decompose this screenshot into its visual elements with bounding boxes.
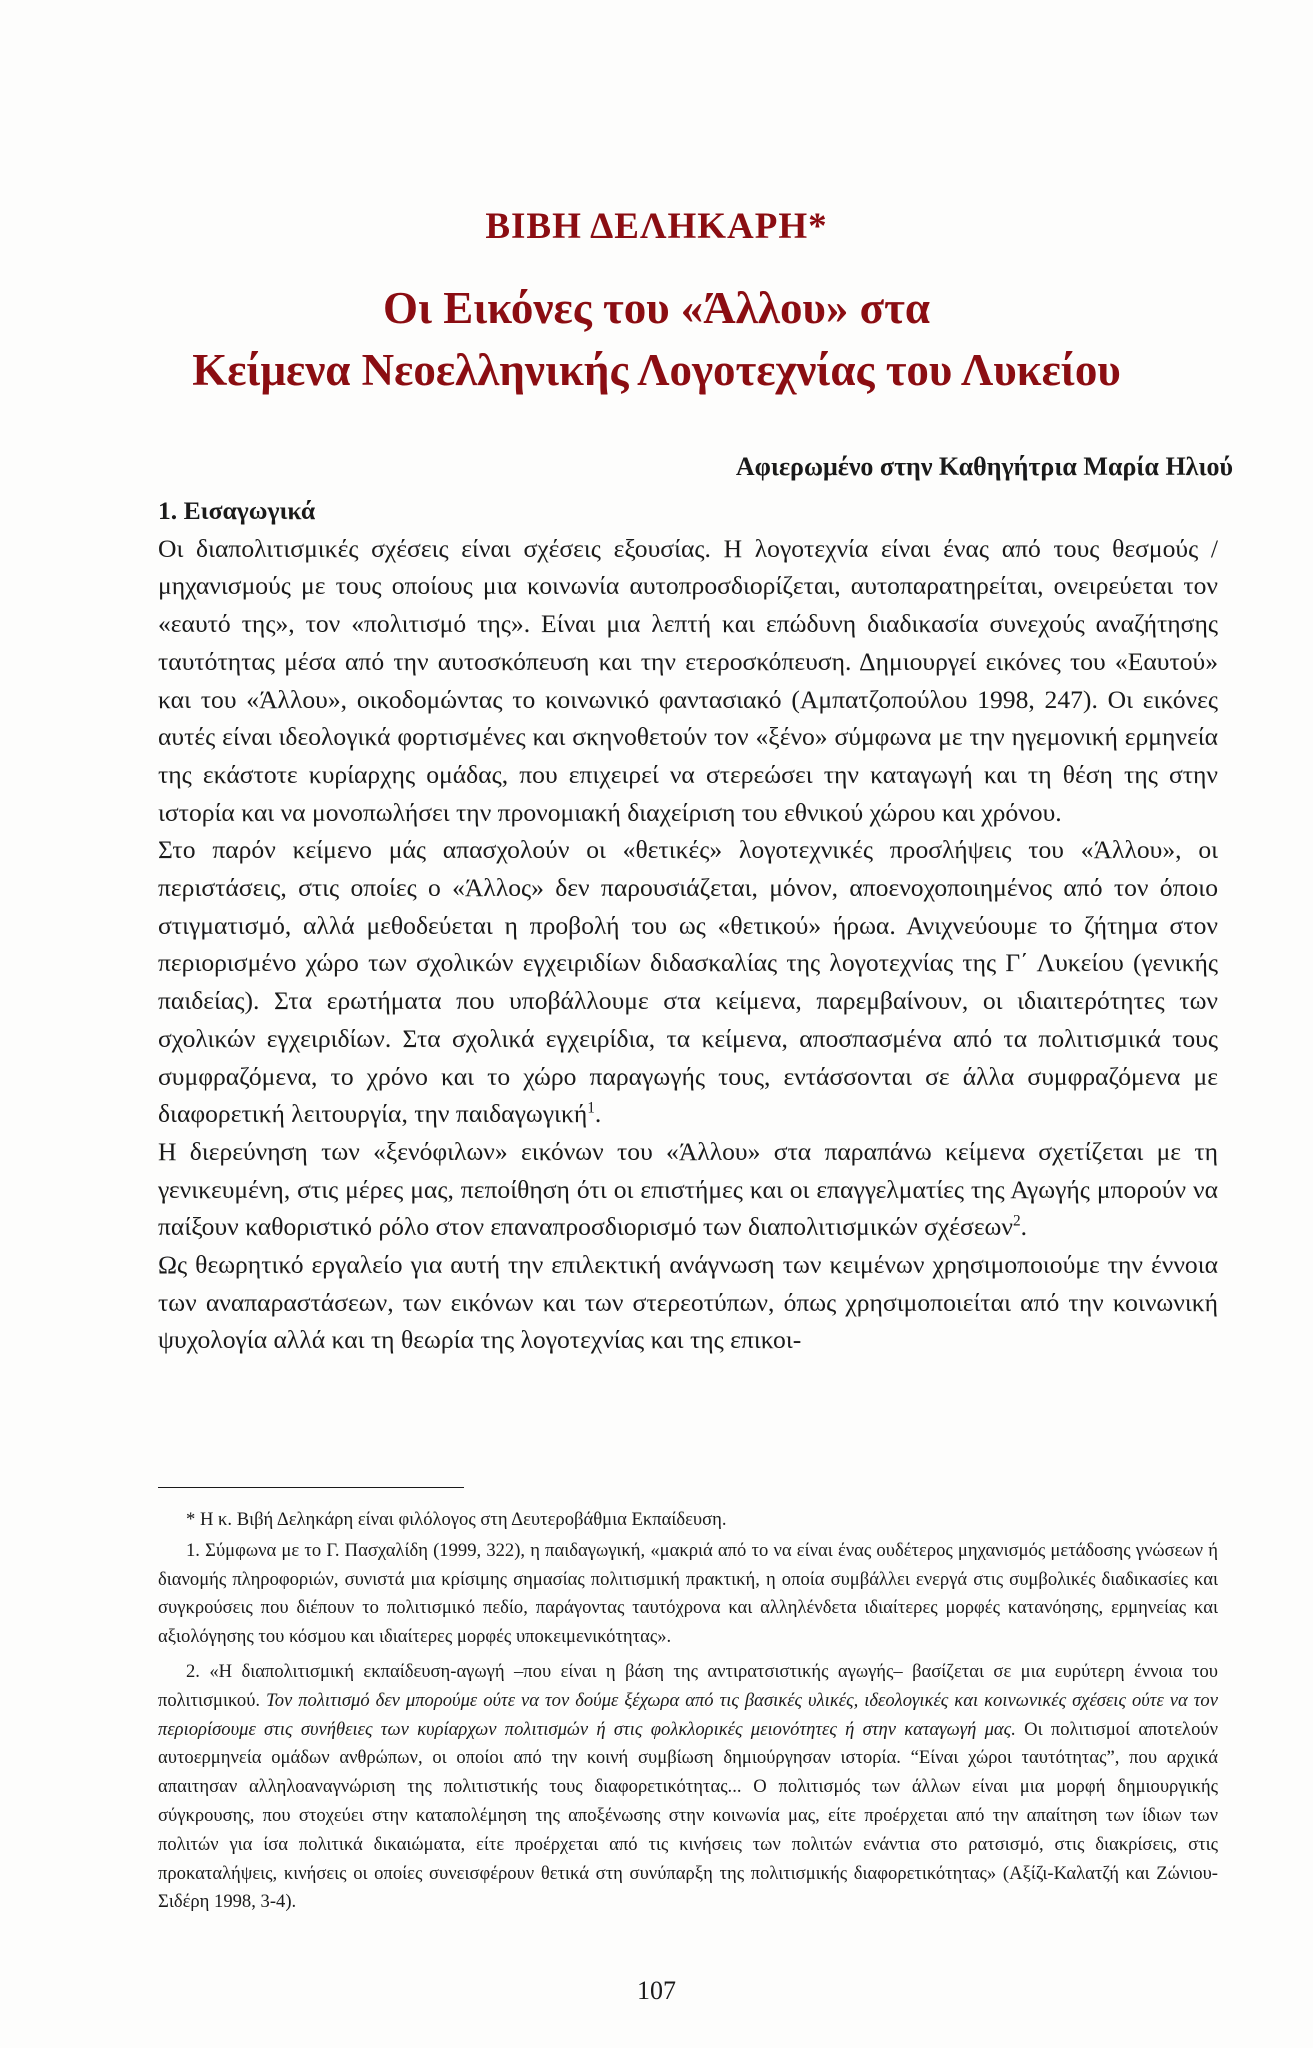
paragraph-2-tail: .: [594, 1099, 602, 1129]
title-line-1: Οι Εικόνες του «Άλλου» στα: [383, 283, 930, 333]
paragraph-4: [158, 1246, 1218, 1359]
dedication: Αφιερωμένο στην Καθηγήτρια Μαρία Ηλιού: [735, 452, 1233, 481]
footnote-2-part-2: Οι πολιτισμοί αποτελούν αυτοερμηνεία ομάδων ανθρώπων, οι οποίοι από την κοινή συμβίωση δημιούργησαν ιστορία. “Είναι χώροι ταυτότητας”, που αρχικά απαιτησαν αλληλοαναγνώριση της πολιτιστικής τους διαφορετικότητας... Ο πολιτισμός των άλλων είναι μια μορφή δημιουργικής σύγκρουσης, που στοχεύει στην καταπολέμηση της αποξένωσης στην κοινωνία μας, είτε προέρχεται από την απαίτηση των ίδιων των πολιτών για ίσα πολιτικά δικαιώματα, είτε προέρχεται από τις κινήσεις των πολιτών ενάντια στο ρατσισμό, στις διακρίσεις, στις προκαταλήψεις, κινήσεις οι οποίες συνεισφέρουν θετικά στη συνύπαρξη της πολιτισμικής διαφορετικότητας» (Αξίζι-Καλατζή και Ζώνιου-Σιδέρη 1998, 3-4).: [158, 1718, 1218, 1913]
footnote-ref-2[interactable]: 2: [1012, 1212, 1021, 1230]
paragraph-4-text: Ως θεωρητικό εργαλείο για αυτή την επιλεκτική ανάγνωση των κειμένων χρησιμοποιούμε την έννοια των αναπαραστάσεων, των εικόνων και των στερεοτύπων, όπως χρησιμοποιείται από την κοινωνική ψυχολογία αλλά και τη θεωρία της λογοτεχνίας και της επικοι-: [158, 1250, 1218, 1355]
article-title: [0, 277, 1313, 401]
footnote-2: [158, 1658, 1218, 1917]
paragraph-1-text: Οι διαπολιτισμικές σχέσεις είναι σχέσεις εξουσίας. Η λογοτεχνία είναι ένας από τους θεσμούς / μηχανισμούς με τους οποίους μια κοινωνία αυτοπροσδιορίζεται, αυτοπαρατηρείται, ονειρεύεται τον «εαυτό της», τον «πολιτισμό της». Είναι μια λεπτή και επώδυνη διαδικασία συνεχούς αναζήτησης ταυτότητας μέσα από την αυτοσκόπευση και την ετεροσκόπευση. Δημιουργεί εικόνες του «Εαυτού» και του «Άλλου», οικοδομώντας το κοινωνικό φαντασιακό (Αμπατζοπούλου 1998, 247). Οι εικόνες αυτές είναι ιδεολογικά φορτισμένες και σκηνοθετούν τον «ξένο» σύμφωνα με την ηγεμονική ερμηνεία της εκάστοτε κυρίαρχης ομάδας, που επιχειρεί να στερεώσει την καταγωγή και τη θέση της στην ιστορία και να μονοπωλήσει την προνομιακή διαχείριση του εθνικού χώρου και χρόνου.: [158, 533, 1218, 827]
footnote-2-part-1: 2. «Η διαπολιτισμική εκπαίδευση-αγωγή –που είναι η βάση της αντιρατσιστικής αγωγής– βασίζεται σε μια ευρύτερη έννοια του πολιτισμικού.: [158, 1660, 1218, 1711]
author-name: ΒΙΒΗ ΔΕΛΗΚΑΡΗ*: [485, 206, 828, 247]
paragraph-1: [158, 530, 1218, 832]
title-line-2: Κείμενα Νεοελληνικής Λογοτεχνίας του Λυκείου: [192, 345, 1121, 395]
footnote-1: 1. Σύμφωνα με το Γ. Πασχαλίδη (1999, 322), η παιδαγωγική, «μακριά από το να είναι ένας ουδέτερος μηχανισμός μετάδοσης γνώσεων ή διανομής πληροφοριών, συνιστά μια κρίσιμης σημασίας πολιτισμική πρακτική, η οποία συμβάλλει ενεργά στις συμβολικές διαδικασίες και συγκρούσεις που διέπουν το πολιτισμικό πεδίο, παράγοντας ταυτόχρονα και αλληλένδετα ιδιαίτερες μορφές κατανόησης, ερμηνείας και αξιολόγησης του κόσμου και ιδιαίτερες μορφές υποκειμενικότητας».: [158, 1539, 1218, 1648]
paragraph-3-tail: .: [1020, 1212, 1028, 1242]
paragraph-3-text: Η διερεύνηση των «ξενόφιλων» εικόνων του «Άλλου» στα παραπάνω κείμενα σχετίζεται με τη γενικευμένη, στις μέρες μας, πεποίθηση ότι οι επιστήμες και οι επαγγελματίες της Αγωγής μπορούν να παίξουν καθοριστικό ρόλο στον επαναπροσδιορισμό των διαπολιτισμικών σχέσεων: [158, 1136, 1218, 1242]
footnote-2-italic: Τον πολιτισμό δεν μπορούμε ούτε να τον δούμε ξέχωρα από τις βασικές υλικές, ιδεολογικές και κοινωνικές σχέσεις ούτε να τον περιορίσουμε στις συνήθειες των κυρίαρχων πολιτισμών ή στις φολκλορικές μειονότητες ή στην καταγωγή μας.: [158, 1689, 1218, 1740]
paragraph-3: [158, 1133, 1218, 1246]
footnote-divider: [158, 1487, 464, 1488]
footnote-star: * Η κ. Βιβή Δεληκάρη είναι φιλόλογος στη Δευτεροβάθμια Εκπαίδευση.: [186, 1509, 727, 1530]
section-heading: 1. Εισαγωγικά: [158, 496, 316, 525]
paragraph-2: [158, 831, 1218, 1133]
footnote-ref-1[interactable]: 1: [587, 1099, 595, 1117]
footnotes: [158, 1506, 1218, 1923]
body-text: [158, 492, 1218, 1359]
paragraph-2-text: Στο παρόν κείμενο μάς απασχολούν οι «θετικές» λογοτεχνικές προσλήψεις του «Άλλου», οι περιστάσεις, στις οποίες ο «Άλλος» δεν παρουσιάζεται, μόνον, αποενοχοποιημένος από τον όποιο στιγματισμό, αλλά μεθοδεύεται η προβολή του ως «θετικού» ήρωα. Ανιχνεύουμε το ζήτημα στον περιορισμένο χώρο των σχολικών εγχειριδίων διδασκαλίας της λογοτεχνίας της Γ΄ Λυκείου (γενικής παιδείας). Στα ερωτήματα που υποβάλλουμε στα κείμενα, παρεμβαίνουν, οι ιδιαιτερότητες των σχολικών εγχειριδίων. Στα σχολικά εγχειρίδια, τα κείμενα, αποσπασμένα από τα πολιτισμικά τους συμφραζόμενα, το χρόνο και το χώρο παραγωγής τους, εντάσσονται σε άλλα συμφραζόμενα με διαφορετική λειτουργία, την παιδαγωγική: [158, 835, 1218, 1129]
page-number: 107: [637, 1976, 676, 2005]
